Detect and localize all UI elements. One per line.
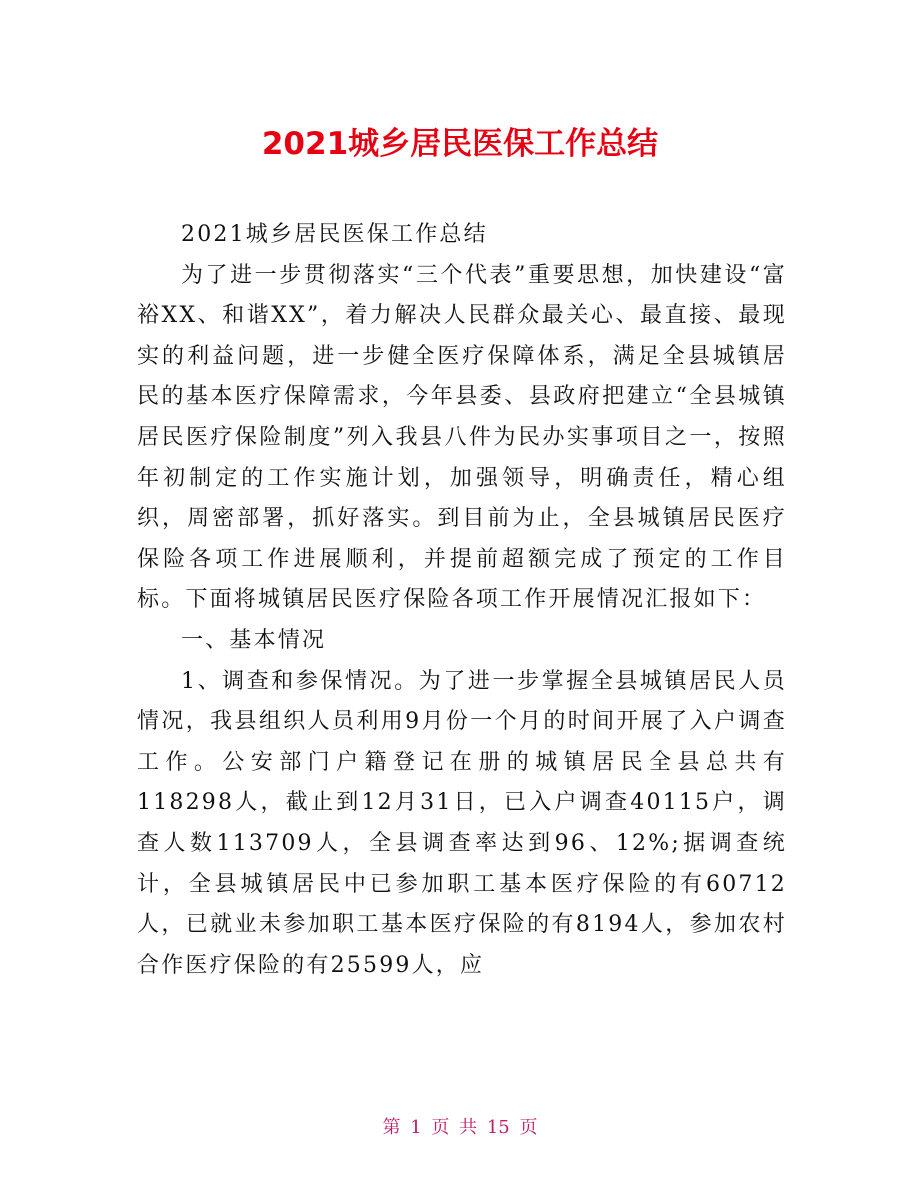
paragraph-subtitle: 2021城乡居民医保工作总结: [181, 222, 488, 247]
section-heading-basic-situation: 一、基本情况: [181, 627, 327, 653]
paragraph-survey: 1、调查和参保情况。为了进一步掌握全县城镇居民人员情况，我县组织人员利用9月份一个月的时间开展了入户调查工作。公安部门户籍登记在册的城镇居民全县总共有118298人，截止到12月31日，已入户调查40115户，调查人数113709人，全县调查率达到96、12%;据调查统计，全县城镇居民中已参加职工基本医疗保险的有60712人，已就业未参加职工基本医疗保险的有8194人，参加农村合作医疗保险的有25599人，应: [137, 668, 787, 978]
page-footer: 第 1 页 共 15 页: [382, 1117, 538, 1138]
document-title: 2021城乡居民医保工作总结: [261, 126, 659, 162]
document-body: [137, 215, 787, 986]
paragraph-intro: 为了进一步贯彻落实“三个代表”重要思想，加快建设“富裕XX、和谐XX”，着力解决人民群众最关心、最直接、最现实的利益问题，进一步健全医疗保障体系，满足全县城镇居民的基本医疗保障需求，今年县委、县政府把建立“全县城镇居民医疗保险制度”列入我县八件为民办实事项目之一，按照年初制定的工作实施计划，加强领导，明确责任，精心组织，周密部署，抓好落实。到目前为止，全县城镇居民医疗保险各项工作进展顺利，并提前超额完成了预定的工作目标。下面将城镇居民医疗保险各项工作开展情况汇报如下：: [137, 262, 787, 613]
